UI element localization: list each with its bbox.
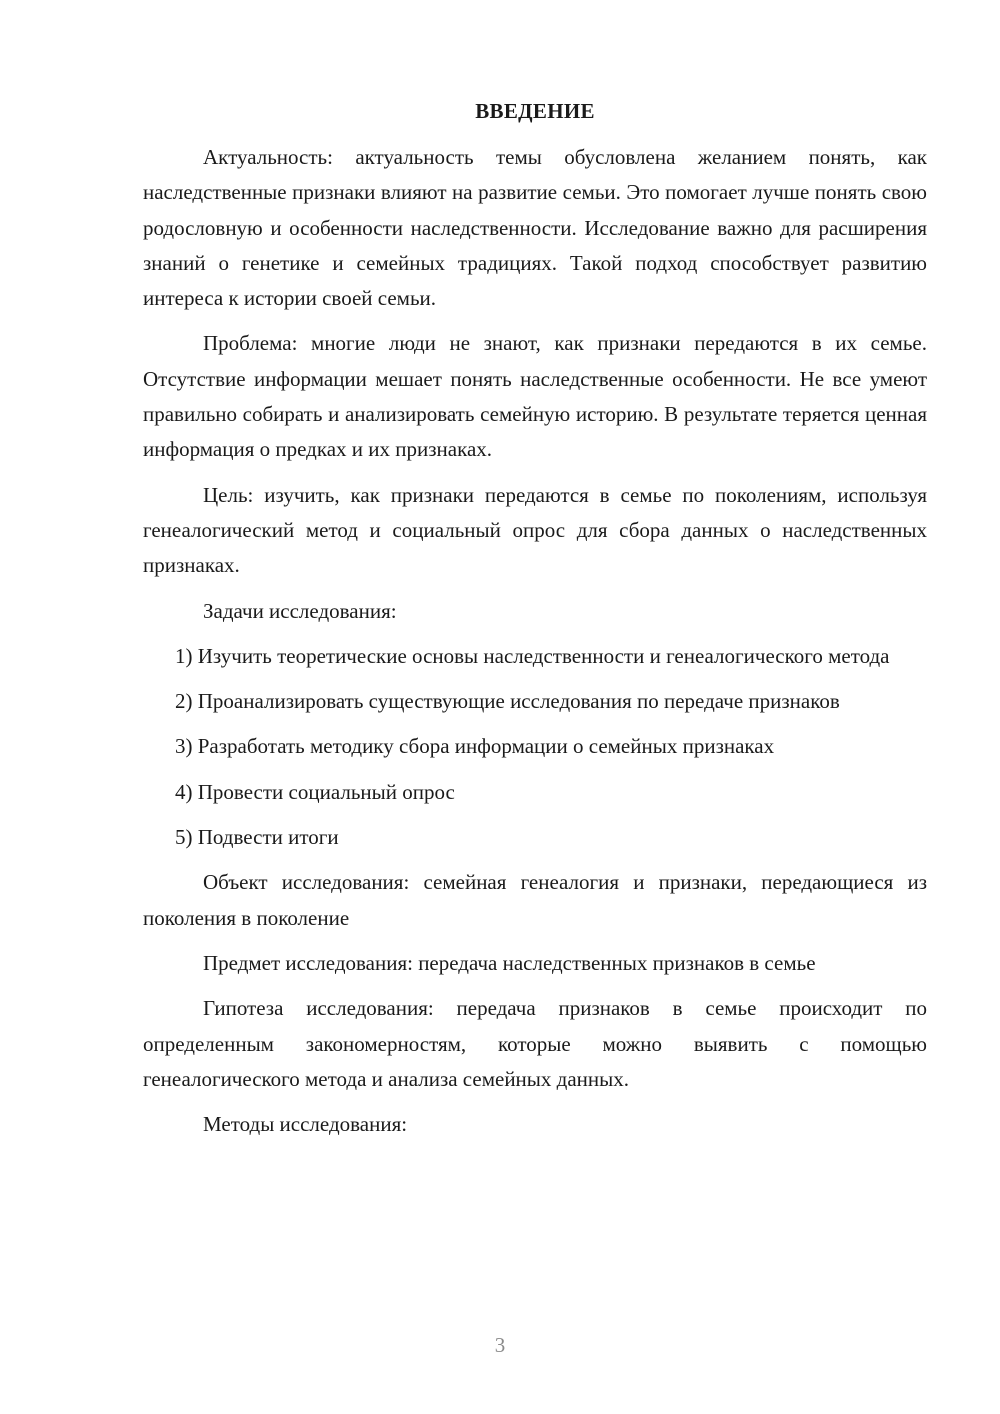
document-page (143, 96, 927, 1152)
tasks-heading: Задачи исследования: (203, 598, 397, 623)
section-title: ВВЕДЕНИЕ (475, 99, 595, 123)
list-item: 2) Проанализировать существующие исследования по передаче признаков (175, 689, 840, 714)
hypothesis-paragraph: Гипотеза исследования: передача признаков в семье происходит по определенным закономерностям, которые можно выявить с помощью генеалогического метода и анализа семейных данных. (143, 996, 927, 1091)
list-item: 5) Подвести итоги (175, 825, 339, 850)
methods-heading: Методы исследования: (203, 1112, 408, 1137)
relevance-paragraph: Актуальность: актуальность темы обусловлена желанием понять, как наследственные признаки влияют на развитие семьи. Это помогает лучше понять свою родословную и особенности наследственности. Исследование важно для расширения знаний о генетике и семейных традициях. Такой подход способствует развитию интереса к истории своей семьи. (143, 145, 927, 311)
subject-paragraph: Предмет исследования: передача наследственных признаков в семье (203, 950, 816, 975)
list-item: 3) Разработать методику сбора информации о семейных признаках (175, 734, 775, 759)
list-item: 1) Изучить теоретические основы наследственности и генеалогического метода (175, 643, 890, 668)
tasks-list (143, 639, 927, 855)
object-paragraph: Объект исследования: семейная генеалогия и признаки, передающиеся из поколения в поколение (143, 870, 927, 930)
goal-paragraph: Цель: изучить, как признаки передаются в семье по поколениям, используя генеалогический метод и социальный опрос для сбора данных о наследственных признаках. (143, 482, 927, 578)
list-item: 4) Провести социальный опрос (175, 779, 455, 804)
problem-paragraph: Проблема: многие люди не знают, как признаки передаются в их семье. Отсутствие информации мешает понять наследственные особенности. Не все умеют правильно собирать и анализировать семейную историю. В результате теряется ценная информация о предках и их признаках. (143, 331, 927, 462)
page-number: 3 (494, 1333, 506, 1357)
